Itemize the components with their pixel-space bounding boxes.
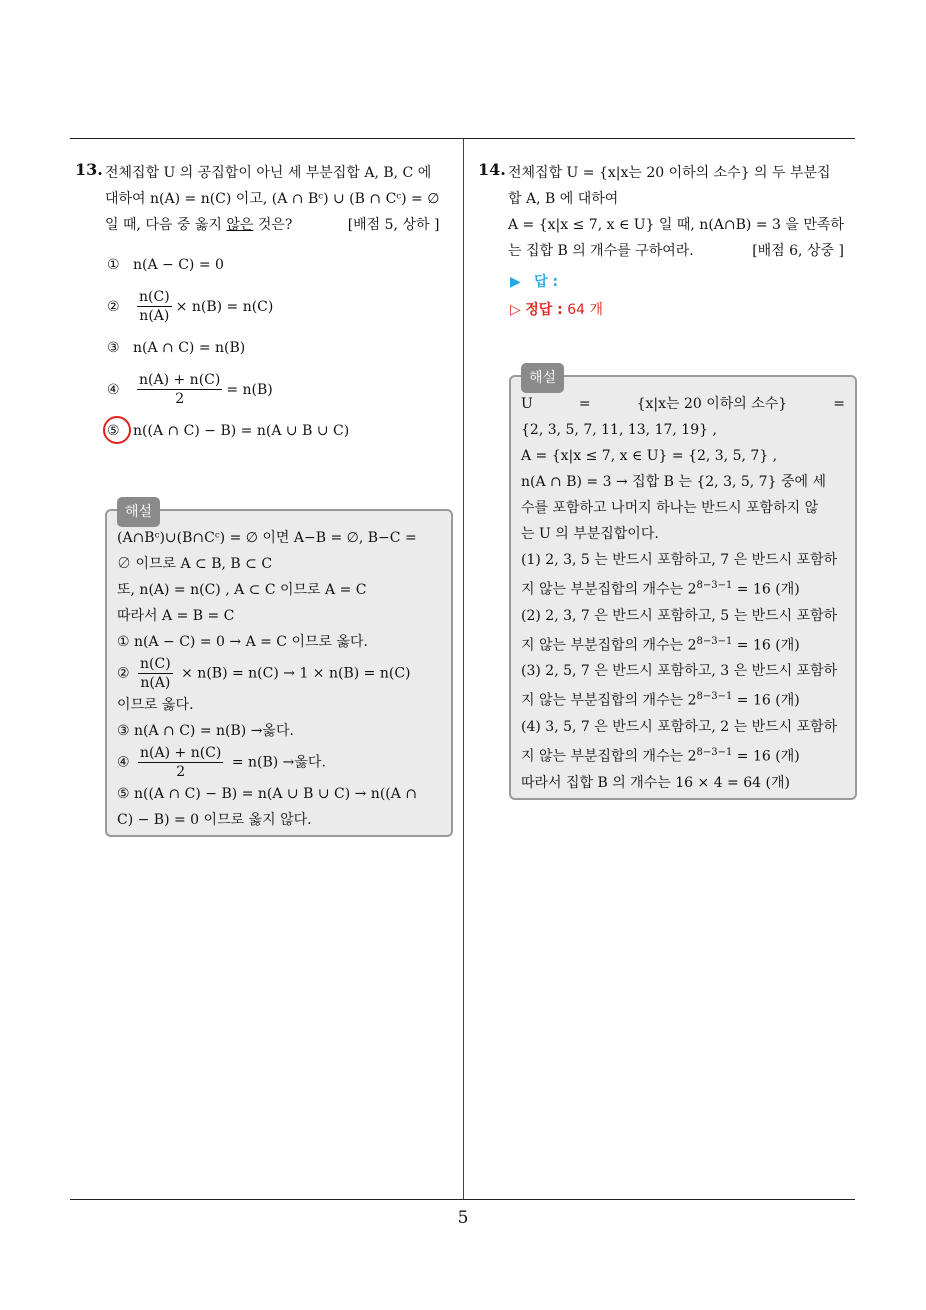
solution-line: (3) 2, 5, 7 은 반드시 포함하고, 3 은 반드시 포함하 xyxy=(521,663,838,680)
question-line: 일 때, 다음 중 옳지 않은 것은? [배점 5, 상하 ] xyxy=(105,212,439,238)
question-line: 전체집합 U 의 공집합이 아닌 세 부분집합 A, B, C 에 xyxy=(105,165,432,181)
question-line: 대하여 n(A) = n(C) 이고, (A ∩ Bᶜ) ∪ (B ∩ Cᶜ) = ∅ xyxy=(105,191,440,207)
question-number: 13. xyxy=(75,160,103,179)
answer-label: 답 : xyxy=(534,274,559,290)
choice-mark: ④ xyxy=(107,381,120,398)
question-line: A = {x|x ≤ 7, x ∈ U} 일 때, n(A∩B) = 3 을 만족하 xyxy=(508,217,844,233)
fraction: $\frac{n(C)}{n(A)}$ xyxy=(140,656,171,691)
question-text xyxy=(105,160,439,238)
choice-text: = n(B) xyxy=(226,381,273,398)
solution-line: (2) 2, 3, 7 은 반드시 포함하고, 5 는 반드시 포함하 xyxy=(521,607,838,624)
solution-box-14 xyxy=(509,370,857,800)
solution-line: 지 않는 부분집합의 개수는 $2^{8-3-1} = 16$ (개) xyxy=(521,691,800,709)
choice-list xyxy=(107,248,460,448)
solution-line: n(A ∩ B) = 3 → 집합 B 는 {2, 3, 5, 7} 중에 세 xyxy=(521,474,826,490)
solution-line: 지 않는 부분집합의 개수는 $2^{8-3-1} = 16$ (개) xyxy=(521,580,800,598)
score-meta: [배점 5, 상하 ] xyxy=(347,217,440,233)
fraction: $\frac{n(A) + n(C)}{2}$ xyxy=(140,745,222,780)
choice-4[interactable] xyxy=(107,371,460,408)
score-meta: [배점 6, 상중 ] xyxy=(752,243,844,259)
choice-3[interactable] xyxy=(107,331,460,365)
solution-line: ③ n(A ∩ C) = n(B) →옳다. xyxy=(117,723,294,739)
solution-line: ∅ 이므로 A ⊂ B, B ⊂ C xyxy=(117,556,273,572)
solution-line: 지 않는 부분집합의 개수는 $2^{8-3-1} = 16$ (개) xyxy=(521,635,800,654)
correct-answer-value: 64 개 xyxy=(567,302,604,318)
question-line: 전체집합 U = {x|x는 20 이하의 소수} 의 두 부분집 xyxy=(508,165,831,181)
selected-answer-circle xyxy=(103,416,131,444)
solution-tag: 해설 xyxy=(521,363,564,393)
fraction: $\frac{n(C)}{n(A)}$ xyxy=(139,289,170,324)
solution-line: ⑤ n((A ∩ C) − B) = n(A ∪ B ∪ C) → n((A ∩ xyxy=(117,786,418,802)
page-number: 5 xyxy=(457,1208,469,1228)
solution-line: 지 않는 부분집합의 개수는 $2^{8-3-1} = 16$ (개) xyxy=(521,746,800,765)
choice-mark: ① xyxy=(107,257,120,273)
solution-line: 수를 포함하고 나머지 하나는 반드시 포함하지 않 xyxy=(521,500,819,516)
underlined-word: 않은 xyxy=(226,217,254,233)
solution-line: 또, n(A) = n(C) , A ⊂ C 이므로 A = C xyxy=(117,582,367,598)
question-text xyxy=(508,160,844,264)
solution-line: 는 U 의 부분집합이다. xyxy=(521,526,659,542)
question-line: 합 A, B 에 대하여 xyxy=(508,191,619,207)
solution-line: 이므로 옳다. xyxy=(117,697,194,713)
solution-line: ④ $\frac{n(A) + n(C)}{2}$ = n(B) →옳다. xyxy=(117,745,326,780)
column-divider xyxy=(463,139,464,1199)
solution-line: (1) 2, 3, 5 는 반드시 포함하고, 7 은 반드시 포함하 xyxy=(521,552,838,568)
question-13 xyxy=(75,160,460,454)
solution-line: {2, 3, 5, 7, 11, 13, 17, 19} , xyxy=(521,422,717,438)
choice-text: n((A ∩ C) − B) = n(A ∪ B ∪ C) xyxy=(133,423,350,439)
question-number: 14. xyxy=(478,160,506,179)
choice-5[interactable] xyxy=(107,414,460,448)
question-line: 는 집합 B 의 개수를 구하여라. [배점 6, 상중 ] xyxy=(508,238,844,264)
correct-answer-label: 정답 : xyxy=(525,302,563,318)
solution-line: ① n(A − C) = 0 → A = C 이므로 옳다. xyxy=(117,634,368,650)
solution-line: (4) 3, 5, 7 은 반드시 포함하고, 2 는 반드시 포함하 xyxy=(521,718,838,735)
answer-row xyxy=(510,268,860,296)
choice-text: × n(B) = n(C) xyxy=(175,298,274,315)
fraction: $\frac{n(A) + n(C)}{2}$ xyxy=(139,372,221,407)
bottom-rule xyxy=(70,1199,855,1200)
play-arrow-icon: ▶ xyxy=(510,274,521,290)
solution-line: 따라서 A = B = C xyxy=(117,608,235,624)
solution-line: A = {x|x ≤ 7, x ∈ U} = {2, 3, 5, 7} , xyxy=(521,448,778,464)
question-14 xyxy=(478,160,860,324)
choice-text: n(A − C) = 0 xyxy=(133,257,224,273)
choice-mark: ⑤ xyxy=(107,423,120,439)
solution-tag: 해설 xyxy=(117,497,160,527)
solution-line: ② $\frac{n(C)}{n(A)}$ × n(B) = n(C) → 1 × n(B) = n(C) xyxy=(117,656,411,691)
choice-mark: ② xyxy=(107,298,120,315)
correct-answer-row xyxy=(510,296,860,324)
solution-box-13 xyxy=(105,504,453,837)
choice-mark: ③ xyxy=(107,340,120,356)
solution-line: U = {x|x는 20 이하의 소수} = xyxy=(521,396,845,412)
solution-line: C) − B) = 0 이므로 옳지 않다. xyxy=(117,812,312,828)
choice-2[interactable] xyxy=(107,288,460,325)
choice-1[interactable] xyxy=(107,248,460,282)
choice-text: n(A ∩ C) = n(B) xyxy=(133,340,246,356)
solution-line: 따라서 집합 B 의 개수는 16 × 4 = 64 (개) xyxy=(521,774,790,791)
solution-line: (A∩Bᶜ)∪(B∩Cᶜ) = ∅ 이면 A−B = ∅, B−C = xyxy=(117,530,417,546)
outline-arrow-icon: ▷ xyxy=(510,302,521,318)
